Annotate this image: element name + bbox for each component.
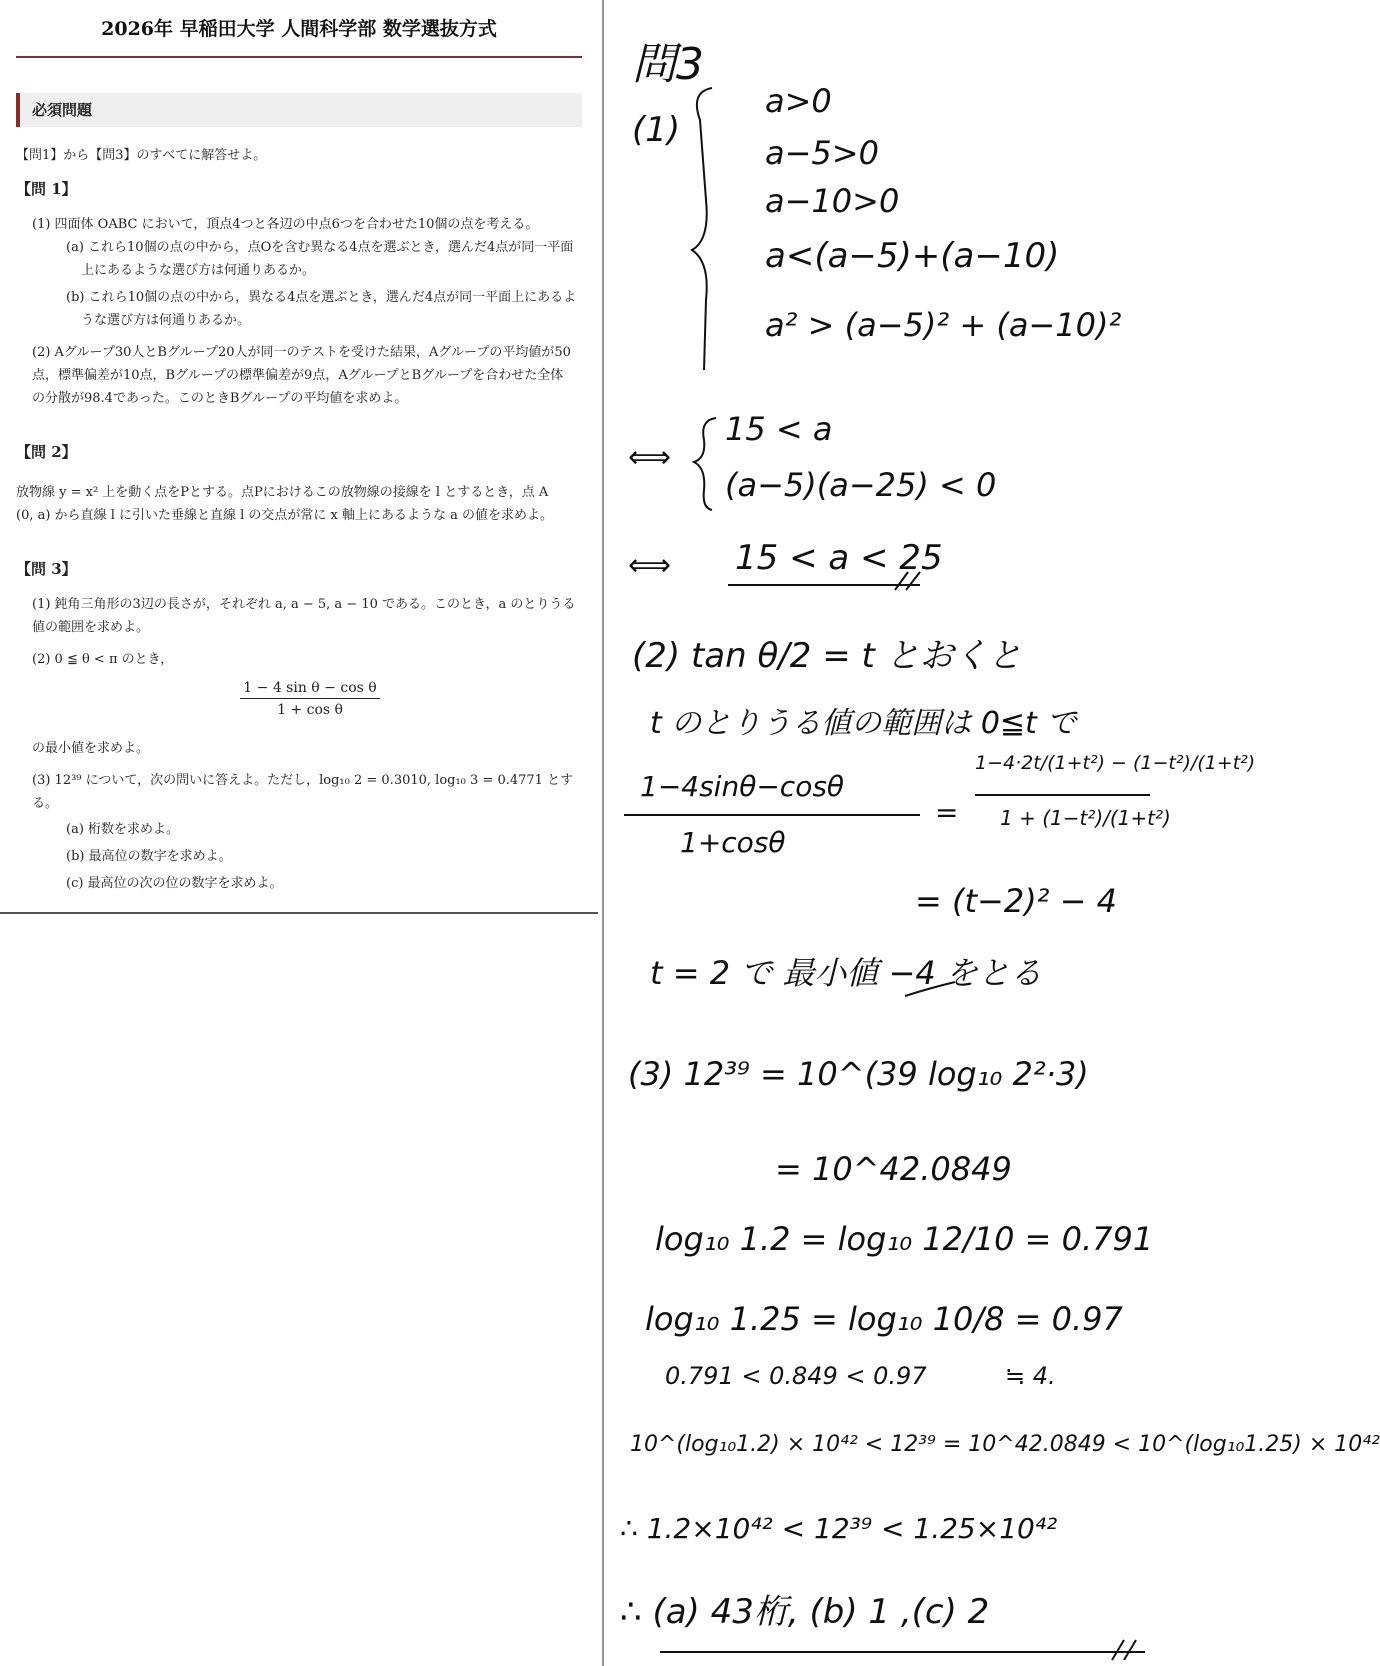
note-s3-answer: ∴ (a) 43桁, (b) 1 ,(c) 2 bbox=[620, 1592, 990, 1632]
note-s1-line1: a>0 bbox=[765, 82, 832, 120]
note-s1-line5: a² > (a−5)² + (a−10)² bbox=[765, 306, 1122, 344]
q3-part2-line1: (2) 0 ≦ θ < π のとき， bbox=[32, 652, 174, 667]
q3-part3-line1: (3) 12³⁹ について，次の問いに答えよ。ただし，log₁₀ 2 = 0.3010, log₁₀ 3 = 0.4771 とす bbox=[32, 773, 574, 788]
final-answer-mark bbox=[1112, 1640, 1136, 1660]
note-s2-lhs-numerator: 1−4sinθ−cosθ bbox=[640, 770, 845, 803]
section-header: 必須問題 bbox=[16, 93, 582, 127]
q3-part3b: (b) 最高位の数字を求めよ。 bbox=[66, 849, 232, 864]
q1-heading: 【問 1】 bbox=[16, 180, 77, 198]
q2-heading: 【問 2】 bbox=[16, 443, 77, 461]
system-brace-1 bbox=[692, 88, 712, 370]
note-s2-lhs-denominator: 1+cosθ bbox=[680, 826, 786, 859]
note-s1-iff1: ⟺ bbox=[628, 440, 672, 475]
system-brace-2 bbox=[694, 418, 716, 510]
note-s2-line5: t = 2 で 最小値 −4 をとる bbox=[650, 954, 1042, 992]
q3-part3-line2: る。 bbox=[32, 796, 59, 811]
q2-line2: (0, a) から直線 l に引いた垂線と直線 l の交点が常に x 軸上にあるような a の値を求めよ。 bbox=[16, 508, 554, 523]
note-s1-iff2: ⟺ bbox=[628, 548, 672, 583]
note-s3-line5: 0.791 < 0.849 < 0.97 bbox=[665, 1362, 927, 1390]
q1-part1b-line2: うな選び方は何通りあるか。 bbox=[81, 313, 251, 328]
note-s2-line2: t のとりうる値の範囲は 0≦t で bbox=[650, 706, 1077, 741]
note-s1-answer: 15 < a < 25 bbox=[735, 538, 943, 578]
note-s1-cond1: 15 < a bbox=[725, 410, 833, 448]
q1-part2-line1: (2) Aグループ30人とBグループ20人が同一のテストを受けた結果，Aグループの平均値が50 bbox=[32, 345, 571, 360]
note-s1-label: (1) bbox=[632, 110, 681, 150]
q3-part3a: (a) 桁数を求めよ。 bbox=[66, 822, 180, 837]
note-s2-rhs-numerator: 1−4·2t/(1+t²) − (1−t²)/(1+t²) bbox=[975, 752, 1256, 774]
q3-part3c: (c) 最高位の次の位の数字を求めよ。 bbox=[66, 876, 283, 891]
note-heading: 問3 bbox=[632, 39, 704, 90]
note-s2-equals: = bbox=[935, 796, 959, 829]
q1-part2-line3: の分散が98.4であった。このときBグループの平均値を求めよ。 bbox=[32, 391, 408, 406]
note-s2-rhs-denominator: 1 + (1−t²)/(1+t²) bbox=[1000, 806, 1171, 830]
note-s3-line4: log₁₀ 1.25 = log₁₀ 10/8 = 0.97 bbox=[645, 1300, 1123, 1338]
note-s3-line7: ∴ 1.2×10⁴² < 12³⁹ < 1.25×10⁴² bbox=[620, 1512, 1058, 1545]
note-s1-line4: a<(a−5)+(a−10) bbox=[765, 236, 1060, 276]
note-s3-line6: 10^(log₁₀1.2) × 10⁴² < 12³⁹ = 10^42.0849 < 10^(log₁₀1.25) × 10⁴² bbox=[630, 1432, 1380, 1457]
note-s3-line2: = 10^42.0849 bbox=[775, 1150, 1012, 1188]
q3-part1-line2: 値の範囲を求めよ。 bbox=[32, 620, 150, 635]
q3-part2-line2: の最小値を求めよ。 bbox=[32, 741, 150, 756]
note-s1-line3: a−10>0 bbox=[765, 182, 900, 220]
q1-part1b-line1: (b) これら10個の点の中から，異なる4点を選ぶとき，選んだ4点が同一平面上にあるよ bbox=[66, 290, 577, 305]
note-s3-line3: log₁₀ 1.2 = log₁₀ 12/10 = 0.791 bbox=[655, 1220, 1154, 1258]
exam-title: 2026年 早稲田大学 人間科学部 数学選抜方式 bbox=[101, 18, 497, 40]
instruction-text: 【問1】から【問3】のすべてに解答せよ。 bbox=[16, 148, 267, 163]
note-s1-line2: a−5>0 bbox=[765, 134, 879, 172]
q1-part1a-line2: 上にあるような選び方は何通りあるか。 bbox=[81, 263, 316, 278]
note-s1-cond2: (a−5)(a−25) < 0 bbox=[725, 466, 997, 504]
q3-part1-line1: (1) 鈍角三角形の3辺の長さが，それぞれ a, a − 5, a − 10 である。このとき，a のとりうる bbox=[32, 597, 576, 612]
note-s2-line4: = (t−2)² − 4 bbox=[915, 882, 1118, 920]
q3-heading: 【問 3】 bbox=[16, 560, 77, 578]
note-s3-line1: (3) 12³⁹ = 10^(39 log₁₀ 2²·3) bbox=[628, 1055, 1089, 1093]
q1-part1a-line1: (a) これら10個の点の中から，点Oを含む異なる4点を選ぶとき，選んだ4点が同一平面 bbox=[66, 240, 574, 255]
note-s2-line1: (2) tan θ/2 = t とおくと bbox=[632, 636, 1022, 676]
q1-part1-text: (1) 四面体 OABC において，頂点4つと各辺の中点6つを合わせた10個の点を考える。 bbox=[32, 217, 539, 232]
q3-fraction-denominator: 1 + cos θ bbox=[277, 702, 343, 718]
q2-line1: 放物線 y = x² 上を動く点をPとする。点Pにおけるこの放物線の接線を l とするとき，点 A bbox=[16, 485, 549, 500]
q1-part2-line2: 点，標準偏差が10点，Bグループの標準偏差が9点，AグループとBグループを合わせた全体 bbox=[32, 368, 564, 383]
note-s3-approx: ≒ 4. bbox=[1005, 1362, 1056, 1390]
q3-fraction-numerator: 1 − 4 sin θ − cos θ bbox=[240, 680, 380, 699]
